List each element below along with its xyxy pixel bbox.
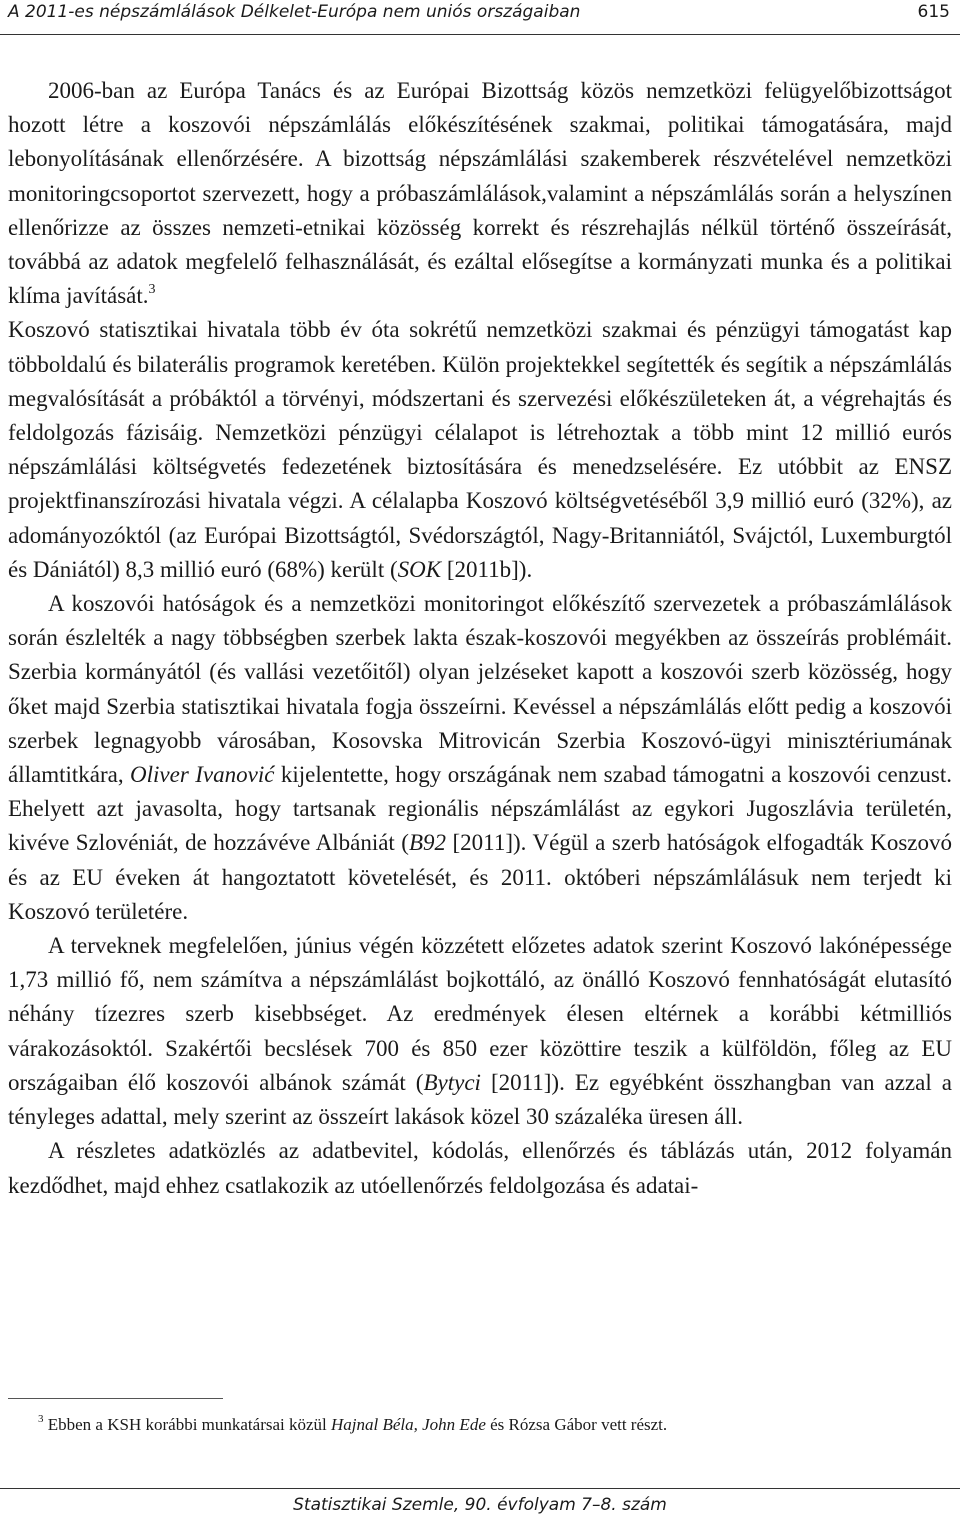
paragraph-4 (8, 1134, 952, 1202)
article-body (8, 74, 952, 1203)
citation-sok: SOK (397, 556, 442, 582)
footnote-3 (38, 1414, 938, 1436)
footnote-divider (8, 1398, 223, 1399)
running-header (0, 0, 960, 35)
footnote-mark: 3 (38, 1413, 44, 1425)
paragraph-3-text-b: [2011]). Ez egyébként összhangban van azzal a tényleges adattal, mely szerint az összeírt lakások közel 30 százaléka üresen áll. (8, 1069, 952, 1130)
citation-bytyci: Bytyci (423, 1069, 481, 1095)
page-footer (0, 1488, 960, 1515)
footnote-text-b: és Rózsa Gábor vett részt. (485, 1415, 668, 1434)
paragraph-2 (8, 587, 952, 929)
journal-title: Statisztikai Szemle, 90. évfolyam 7–8. szám (293, 1495, 667, 1515)
paragraph-4-text-a: A részletes adatközlés az adatbevitel, kódolás, ellenőrzés és táblázás után, 2012 folyamán kezdődhet, majd ehhez csatlakozik az utóellenőrzés feldolgozása és adatai- (8, 1138, 952, 1198)
page-number: 615 (917, 2, 950, 22)
paragraph-2-text-a: A koszovói hatóságok és a nemzetközi monitoringot előkészítő szervezetek a próbaszámlálások során észlelték a nagy többségben szerbek lakta észak-koszovói megyékben az összeírás problémáit. Szerbia kormányától (és vallási vezetőitől) olyan jelzéseket kapott a koszovói szerb közösség, hogy őket majd Szerbia statisztikai hivatala fogja összeírni. Kevéssel a népszámlálás előtt pedig a koszovói szerbek legnagyobb városában, Kosovska Mitrovicán Szerbia Koszovó-ügyi minisztériumának államtitkára, (8, 591, 952, 788)
paragraph-1 (8, 74, 952, 587)
paragraph-2-text-b: kijelentette, hogy országának nem szabad támogatni a koszovói cenzust. Ehelyett azt javasolta, hogy tartsanak regionális népszámlálást az egykori Jugoszlávia területén, kivéve Szlovéniát, de hozzávéve Albániát ( (8, 762, 952, 856)
footnote-text-a: Ebben a KSH korábbi munkatársai közül (43, 1415, 332, 1434)
footnote-ref-3[interactable]: 3 (148, 282, 156, 298)
paragraph-1-text-b: Koszovó statisztikai hivatala több év óta sokrétű nemzetközi szakmai és pénzügyi támogatást kap többoldalú és bilaterális programok keretében. Külön projektekkel segítették és segítik a népszámlálás megvalósítását a próbáktól a törvényi, módszertani és szervezési előkészületeken át, a végrehajtás és feldolgozás fázisáig. Nemzetközi pénzügyi célalapot is létrehoztak a több mint 12 millió eurós népszámlálási költségvetés fedezetének biztosítására és menedzselésére. Ez utóbbit az ENSZ projektfinanszírozási hivatala végzi. A célalapba Koszovó költségvetéséből 3,9 millió euró (32%), az adományozóktól (az Európai Bizottságtól, Svédországtól, Nagy-Britanniától, Svájctól, Luxemburgtól és Dániától) 8,3 millió euró (68%) került ( (8, 317, 952, 582)
paragraph-1-text-c: [2011b]). (441, 556, 533, 582)
citation-b92: B92 (408, 830, 447, 856)
paragraph-3 (8, 929, 952, 1134)
paragraph-1-text-a: 2006-ban az Európa Tanács és az Európai Bizottság közös nemzetközi felügyelőbizottságot hozott létre a koszovói népszámlálás előkészítésének szakmai, politikai támogatására, majd lebonyolításának ellenőrzésére. A bizottság népszámlálási szakemberek részvételével nemzetközi monitoringcsoportot szervezett, hogy a próbaszámlálások,valamint a népszámlálás során a helyszínen ellenőrizze az összes nemzeti-etnikai közösség korrekt és részrehajlás nélkül történő összeírását, továbbá az adatok megfelelő felhasználását, és ezáltal elősegítse a kormányzati munka és a politikai klíma javítását. (8, 78, 952, 309)
paragraph-2-text-c: [2011]). Végül a szerb hatóságok elfogadták Koszovó és az EU éveken át hangoztatott követelését, és 2011. októberi népszámlálásuk nem terjedt ki Koszovó területére. (8, 830, 952, 924)
person-name: Oliver Ivanović (130, 762, 275, 788)
running-title: A 2011-es népszámlálások Délkelet-Európa nem uniós országaiban (8, 2, 581, 22)
paragraph-3-text-a: A terveknek megfelelően, június végén közzétett előzetes adatok szerint Koszovó lakónépessége 1,73 millió fő, nem számítva a népszámlálást bojkottáló, az önálló Koszovó fennhatóságát elutasító néhány tízezres szerb kisebbséget. Az eredmények élesen eltérnek a korábbi kétmilliós várakozásoktól. Szakértői becslések 700 és 850 ezer közöttire teszik a külföldön, főleg az EU országaiban élő koszovói albánok számát ( (8, 933, 952, 1095)
footnote-names: Hajnal Béla, John Ede (331, 1415, 486, 1434)
